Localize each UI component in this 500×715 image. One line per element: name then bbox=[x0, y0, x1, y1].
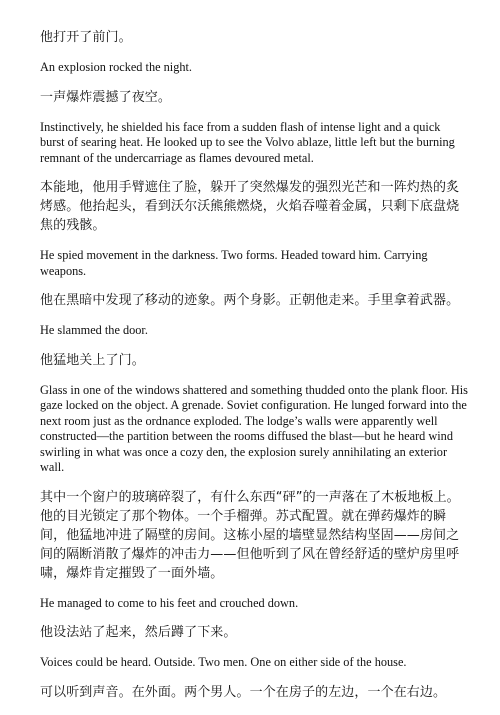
paragraph-zh-2: 一声爆炸震撼了夜空。 bbox=[40, 89, 172, 105]
paragraph-en-6: He managed to come to his feet and crouched down. bbox=[40, 595, 299, 610]
paragraph-en-7: Voices could be heard. Outside. Two men. One on either side of the house. bbox=[40, 655, 407, 669]
paragraph-zh-4: 他在黑暗中发现了移动的迹象。两个身影。正朝他走来。手里拿着武器。 bbox=[40, 293, 460, 308]
paragraph-zh-3: 本能地，他用手臂遮住了脸，躲开了突然爆发的强烈光芒和一阵灼热的炙烤感。他抬起头，看到沃尔沃熊熊燃烧，火焰吞噬着金属，只剩下底盘烧焦的残骸。 bbox=[40, 180, 460, 233]
paragraph-en-2: Instinctively, he shielded his face from a sudden flash of intense light and a quick burst of searing heat. He looked up to see the Volvo ablaze, little left but the burning remnant of the undercarriage as flames devoured metal. bbox=[40, 119, 455, 165]
paragraph-zh-8: 可以听到声音。在外面。两个男人。一个在房子的左边，一个在右边。 bbox=[40, 684, 447, 700]
paragraph-zh-5: 他猛地关上了门。 bbox=[40, 352, 145, 368]
paragraph-en-3: He spied movement in the darkness. Two forms. Headed toward him. Carrying weapons. bbox=[40, 248, 428, 278]
paragraph-en-5: Glass in one of the windows shattered and something thudded onto the plank floor. His gaze locked on the object. A grenade. Soviet configuration. He lunged forward into the next room just as the ordnance exploded. The lodge’s walls were apparently well constructed—the partition between the rooms diffused the blast—but he heard wind swirling in what was once a cozy den, the explosion surely annihilating an exterior wall. bbox=[40, 382, 468, 474]
paragraph-zh-7: 他设法站了起来，然后蹲了下来。 bbox=[40, 625, 237, 640]
paragraph-en-4: He slammed the door. bbox=[40, 323, 148, 337]
paragraph-en-1: An explosion rocked the night. bbox=[40, 60, 192, 74]
document-page bbox=[40, 28, 468, 715]
paragraph-zh-6: 其中一个窗户的玻璃碎裂了，有什么东西“砰”的一声落在了木板地板上。他的目光锁定了那个物体。一个手榴弹。苏式配置。就在弹药爆炸的瞬间，他猛地冲进了隔壁的房间。这栋小屋的墙壁显然结构坚固——房间之间的隔断消散了爆炸的冲击力——但他听到了风在曾经舒适的壁炉房里呼啸，爆炸肯定摧毁了一面外墙。 bbox=[40, 489, 460, 581]
paragraph-zh-1: 他打开了前门。 bbox=[40, 30, 132, 45]
